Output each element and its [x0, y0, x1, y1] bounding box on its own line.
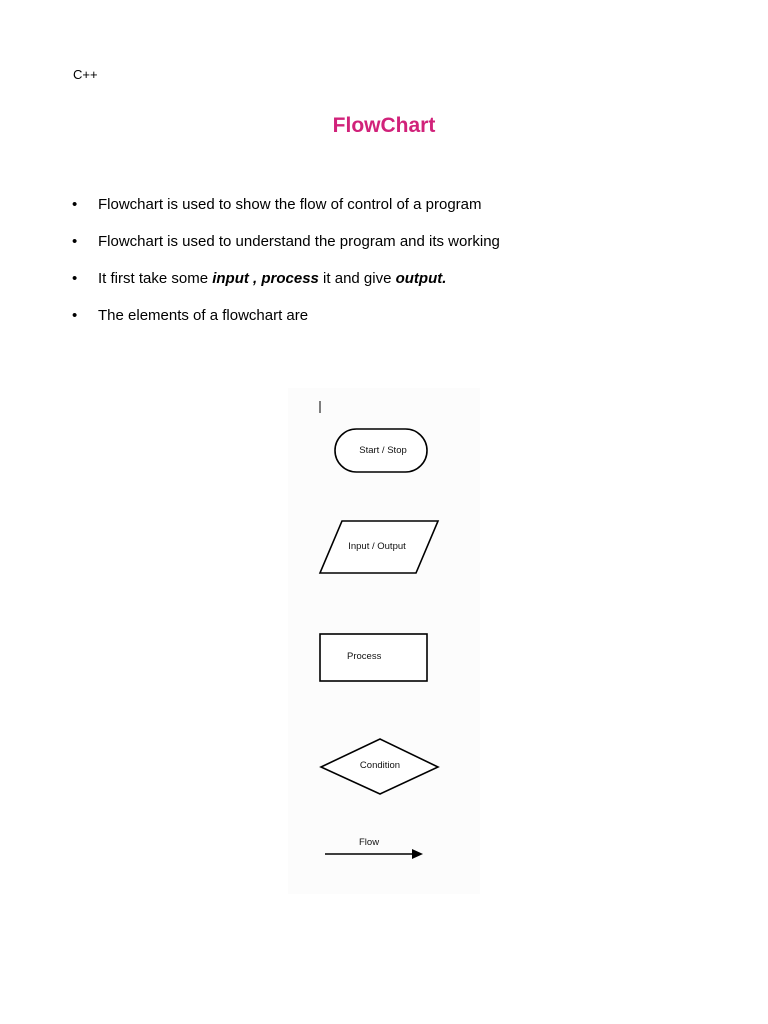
bullet-text: Flowchart is used to show the flow of control of a program [98, 196, 482, 213]
list-item [72, 231, 500, 268]
process-label: Process [347, 651, 382, 662]
terminator-label: Start / Stop [359, 445, 407, 456]
io-label: Input / Output [348, 541, 406, 552]
bullet-marker: • [72, 196, 78, 213]
bullet-text: The elements of a flowchart are [98, 307, 309, 324]
bullet-marker: • [72, 307, 78, 324]
emphasis-output: output. [395, 270, 447, 287]
flow-label: Flow [359, 837, 380, 848]
bullet-marker: • [72, 233, 78, 250]
bullet-list [72, 194, 500, 342]
emphasis-input-process: input , process [212, 270, 319, 287]
bullet-text-middle: it and give [318, 270, 396, 287]
bullet-text-prefix: It first take some [98, 270, 213, 287]
header-label: C++ [73, 67, 98, 82]
list-item [72, 194, 500, 231]
bullet-text: Flowchart is used to understand the program and its working [98, 233, 500, 250]
flowchart-elements-diagram [288, 388, 480, 894]
page-title: FlowChart [332, 114, 436, 137]
list-item [72, 268, 500, 305]
bullet-marker: • [72, 270, 78, 287]
list-item [72, 305, 500, 342]
arrow-head-icon [412, 849, 423, 859]
decision-label: Condition [359, 760, 401, 771]
